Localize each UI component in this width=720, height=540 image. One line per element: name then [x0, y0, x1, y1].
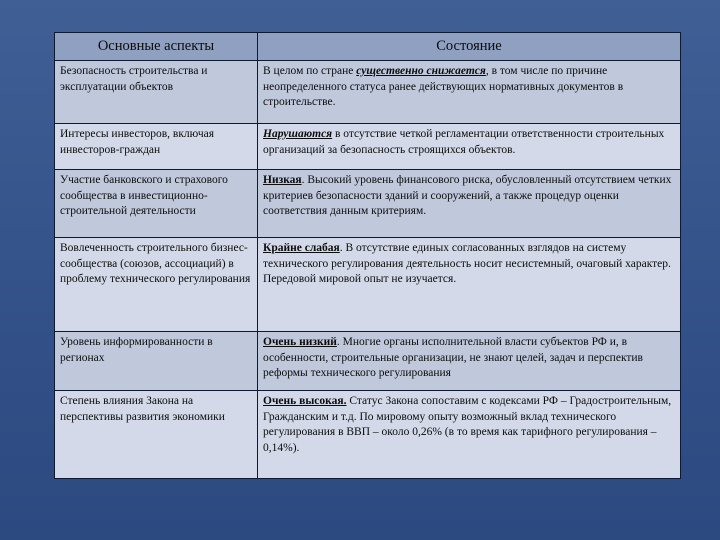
table-row — [55, 124, 681, 170]
aspect-cell: Вовлеченность строительного бизнес-сообщества (союзов, ассоциаций) в проблему технического регулирования — [55, 238, 258, 332]
status-keyword: Низкая — [263, 174, 302, 186]
table-row — [55, 238, 681, 332]
aspect-cell: Безопасность строительства и эксплуатации объектов — [55, 61, 258, 124]
header-aspects: Основные аспекты — [55, 33, 258, 61]
table-header-row — [55, 33, 681, 61]
status-text: . Многие органы исполнительной власти субъектов РФ и, в особенности, строительные организации, не знают целей, задач и перспектив реформы технического регулирования — [263, 336, 643, 379]
status-keyword: Очень высокая. — [263, 395, 347, 407]
table-row — [55, 61, 681, 124]
status-keyword: Крайне слабая — [263, 242, 340, 254]
table-row — [55, 332, 681, 391]
aspect-cell: Интересы инвесторов, включая инвесторов-граждан — [55, 124, 258, 170]
aspect-cell: Уровень информированности в регионах — [55, 332, 258, 391]
status-cell — [258, 391, 681, 479]
status-cell — [258, 170, 681, 238]
aspect-cell: Степень влияния Закона на перспективы развития экономики — [55, 391, 258, 479]
table-row — [55, 170, 681, 238]
header-status: Состояние — [258, 33, 681, 61]
status-text: в отсутствие четкой регламентации ответственности строительных организаций за безопасность строящихся объектов. — [263, 128, 665, 156]
status-text: . Высокий уровень финансового риска, обусловленный отсутствием четких критериев безопасности зданий и сооружений, а также процедур оценки соответствия данным критериям. — [263, 174, 672, 217]
status-keyword: Очень низкий — [263, 336, 337, 348]
status-text: . В отсутствие единых согласованных взглядов на систему технического регулирования деятельность носит несистемный, очаговый характер. Передовой мировой опыт не изучается. — [263, 242, 671, 285]
status-text: , в том числе по причине неопределенного статуса ранее действующих нормативных документов в строительстве. — [263, 65, 624, 108]
status-keyword: Нарушаются — [263, 128, 333, 140]
status-keyword: существенно снижается — [356, 65, 486, 77]
status-cell — [258, 238, 681, 332]
status-prefix: В целом по стране — [263, 65, 357, 77]
aspects-status-table — [54, 32, 681, 479]
table-row — [55, 391, 681, 479]
status-text: Статус Закона сопоставим с кодексами РФ – Градостроительным, Гражданским и т.д. По мировому опыту возможный вклад технического регулирования в ВВП – около 0,26% (в то время как тарифного регулирования – 0,14%). — [263, 395, 672, 454]
status-cell — [258, 61, 681, 124]
status-cell — [258, 124, 681, 170]
status-cell — [258, 332, 681, 391]
aspect-cell: Участие банковского и страхового сообщества в инвестиционно-строительной деятельности — [55, 170, 258, 238]
